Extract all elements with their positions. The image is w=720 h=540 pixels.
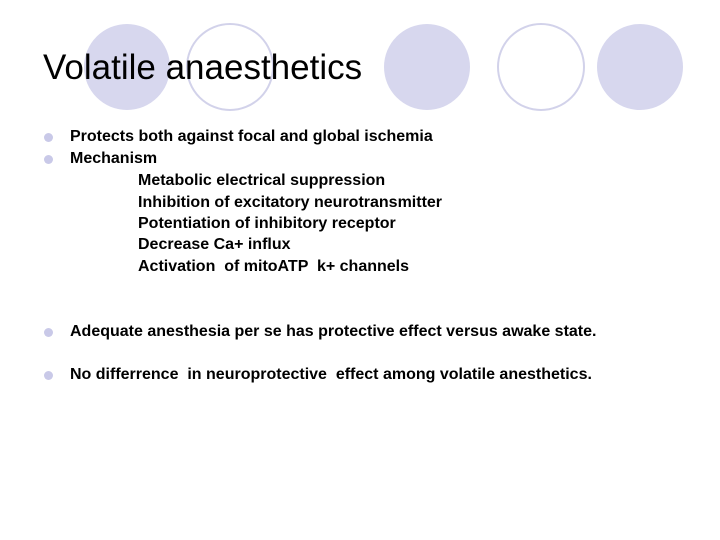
bullet-text: No differrence in neuroprotective effect among volatile anesthetics. (70, 366, 592, 383)
mechanism-item: Activation of mitoATP k+ channels (138, 258, 410, 275)
bullet-text: Adequate anesthesia per se has protective effect versus awake state. (70, 323, 597, 340)
bullet-icon (44, 133, 53, 142)
mechanism-item: Potentiation of inhibitory receptor (138, 215, 396, 232)
bullet-icon (44, 155, 53, 164)
slide-title: Volatile anaesthetics (43, 48, 363, 87)
bullet-text: Protects both against focal and global ischemia (70, 128, 433, 145)
bullet-icon (44, 371, 53, 380)
mechanism-item: Inhibition of excitatory neurotransmitter (138, 194, 443, 211)
bullet-icon (44, 328, 53, 337)
mechanism-item: Metabolic electrical suppression (138, 172, 386, 189)
mechanism-item: Decrease Ca+ influx (138, 236, 291, 253)
bullet-text: Mechanism (70, 150, 158, 167)
